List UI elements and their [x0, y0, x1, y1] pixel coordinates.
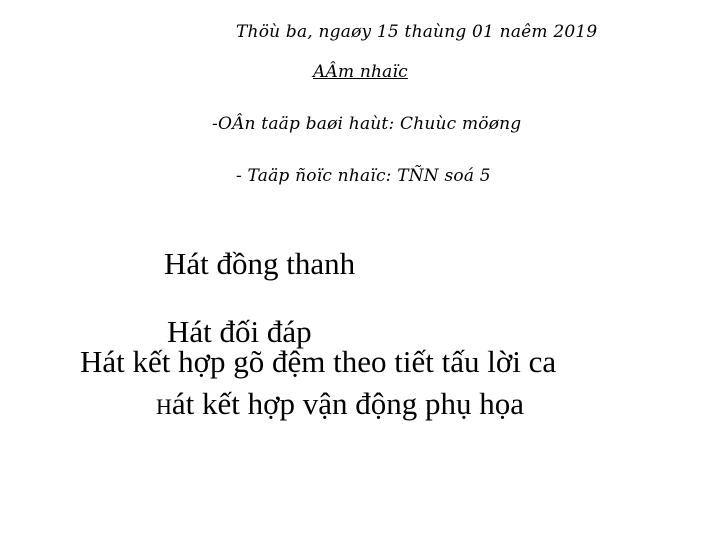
song-review-line: -OÂn taäp baøi haùt: Chuùc möøng: [212, 114, 522, 134]
activity-item-rhythm-tapping: Hát kết hợp gõ đệm theo tiết tấu lời ca: [80, 344, 557, 379]
date-line: Thöù ba, ngaøy 15 thaùng 01 naêm 2019: [236, 22, 598, 42]
activity-item-movement: [156, 386, 524, 422]
activity-item-movement-rest: át kết hợp vận động phụ họa: [171, 386, 525, 421]
activity-item-call-response: Hát đối đáp: [167, 314, 312, 349]
activity-item-movement-initial: H: [156, 394, 172, 419]
subject-title: AÂm nhaïc: [313, 62, 408, 82]
activity-item-unison: Hát đồng thanh: [164, 246, 356, 281]
music-reading-line: - Taäp ñoïc nhaïc: TÑN soá 5: [236, 166, 491, 186]
